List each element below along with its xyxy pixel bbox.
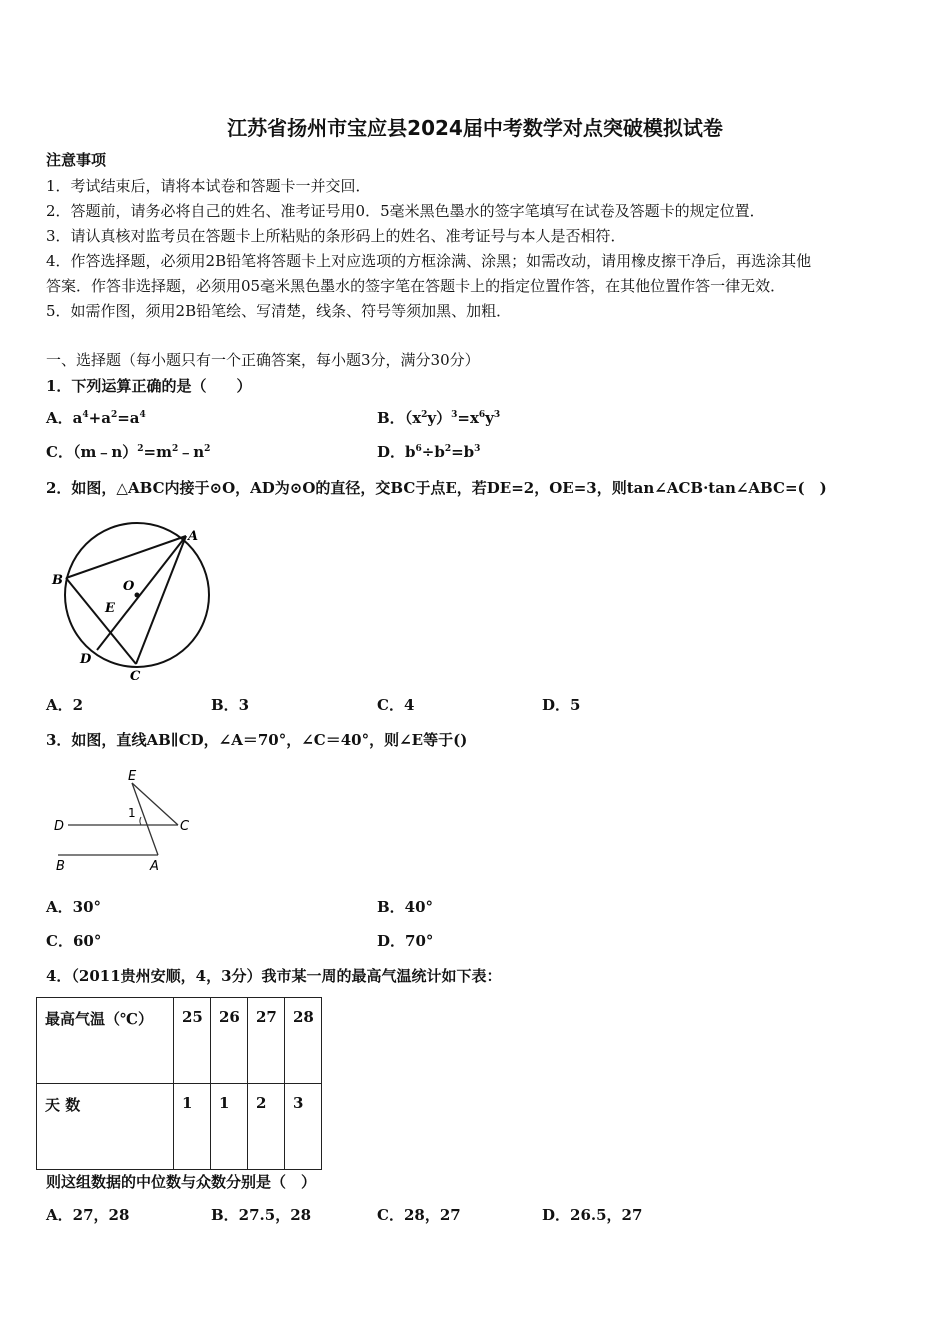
q2-stem: 2．如图，△ABC内接于⊙O，AD为⊙O的直径，交BC于点E，若DE=2，OE=3，则tan∠ACB·tan∠ABC=( ) xyxy=(46,479,827,497)
table-cell: 27 xyxy=(248,998,285,1084)
q3-option-c: C．60° xyxy=(46,932,102,950)
q2-option-c: C．4 xyxy=(377,696,415,714)
table-cell: 1 xyxy=(211,1084,248,1170)
label-angle-1: 1 xyxy=(128,806,136,820)
label-o: O xyxy=(123,579,135,594)
label-b: B xyxy=(52,573,63,588)
table-cell: 3 xyxy=(285,1084,322,1170)
q3-parallel-lines-figure xyxy=(50,765,210,877)
notice-heading: 注意事项 xyxy=(46,151,107,169)
label-b: B xyxy=(56,859,65,874)
label-c: C xyxy=(180,819,190,834)
notice-item: 3．请认真核对监考员在答题卡上所粘贴的条形码上的姓名、准考证号与本人是否相符． xyxy=(46,227,626,245)
q1-stem: 1．下列运算正确的是（ ） xyxy=(46,377,252,395)
angle-mark xyxy=(140,817,141,825)
q4-option-d: D．26.5，27 xyxy=(542,1206,643,1224)
label-e: E xyxy=(128,769,137,784)
q3-option-d: D．70° xyxy=(377,932,434,950)
segment-ad xyxy=(97,536,186,650)
notice-item: 答案．作答非选择题，必须用05毫米黑色墨水的签字笔在答题卡上的指定位置作答，在其他位置作答一律无效． xyxy=(46,277,786,295)
label-c: C xyxy=(130,669,141,684)
page-title: 江苏省扬州市宝应县2024届中考数学对点突破模拟试卷 xyxy=(227,116,723,140)
segment-ac xyxy=(136,536,186,664)
segment-ab xyxy=(66,536,186,578)
table-cell: 28 xyxy=(285,998,322,1084)
q2-option-b: B．3 xyxy=(211,696,250,714)
q4-question: 则这组数据的中位数与众数分别是（ ） xyxy=(46,1173,317,1191)
q1-option-d: D．$b^6\div b^2=b^3$ xyxy=(377,443,481,461)
q1-option-b: B．$(x^2y)^3=x^6y^3$ xyxy=(377,409,501,427)
notice-item: 2．答题前，请务必将自己的姓名、准考证号用0．5毫米黑色墨水的签字笔填写在试卷及答题卡的规定位置． xyxy=(46,202,765,220)
q4-option-b: B．27.5，28 xyxy=(211,1206,312,1224)
table-row xyxy=(37,1084,322,1170)
table-cell: 天 数 xyxy=(37,1084,174,1170)
q3-option-b: B．40° xyxy=(377,898,434,916)
table-cell: 1 xyxy=(174,1084,211,1170)
q4-stem: 4．（2011贵州安顺，4，3分）我市某一周的最高气温统计如下表： xyxy=(46,967,502,985)
q1-option-a: A．$a^4+a^2=a^4$ xyxy=(46,409,146,427)
table-cell: 2 xyxy=(248,1084,285,1170)
q4-option-c: C．28，27 xyxy=(377,1206,461,1224)
table-row xyxy=(37,998,322,1084)
q2-circle-figure xyxy=(40,520,230,690)
notice-item: 5．如需作图，须用2B铅笔绘、写清楚，线条、符号等须加黑、加粗． xyxy=(46,302,512,320)
label-d: D xyxy=(80,652,92,667)
label-a: A xyxy=(150,859,159,874)
table-cell: 25 xyxy=(174,998,211,1084)
q3-option-a: A．30° xyxy=(46,898,102,916)
table-cell: 最高气温（℃） xyxy=(37,998,174,1084)
label-d: D xyxy=(54,819,65,834)
q2-option-a: A．2 xyxy=(46,696,84,714)
label-e: E xyxy=(105,601,115,616)
notice-item: 1．考试结束后，请将本试卷和答题卡一并交回． xyxy=(46,177,371,195)
q3-stem: 3．如图，直线AB∥CD，∠A＝70°，∠C＝40°，则∠E等于() xyxy=(46,731,468,749)
segment-ea xyxy=(132,783,158,855)
center-point xyxy=(135,593,140,598)
temperature-table xyxy=(36,997,322,1170)
notice-item: 4．作答选择题，必须用2B铅笔将答题卡上对应选项的方框涂满、涂黑；如需改动，请用橡皮擦干净后，再选涂其他 xyxy=(46,252,812,270)
label-a: A xyxy=(188,529,199,544)
q2-option-d: D．5 xyxy=(542,696,581,714)
q1-option-c: C．$(m﹣n)^2=m^2﹣n^2$ xyxy=(46,443,211,461)
table-cell: 26 xyxy=(211,998,248,1084)
q4-option-a: A．27，28 xyxy=(46,1206,130,1224)
section-heading: 一、选择题（每小题只有一个正确答案，每小题3分，满分30分） xyxy=(46,351,480,369)
